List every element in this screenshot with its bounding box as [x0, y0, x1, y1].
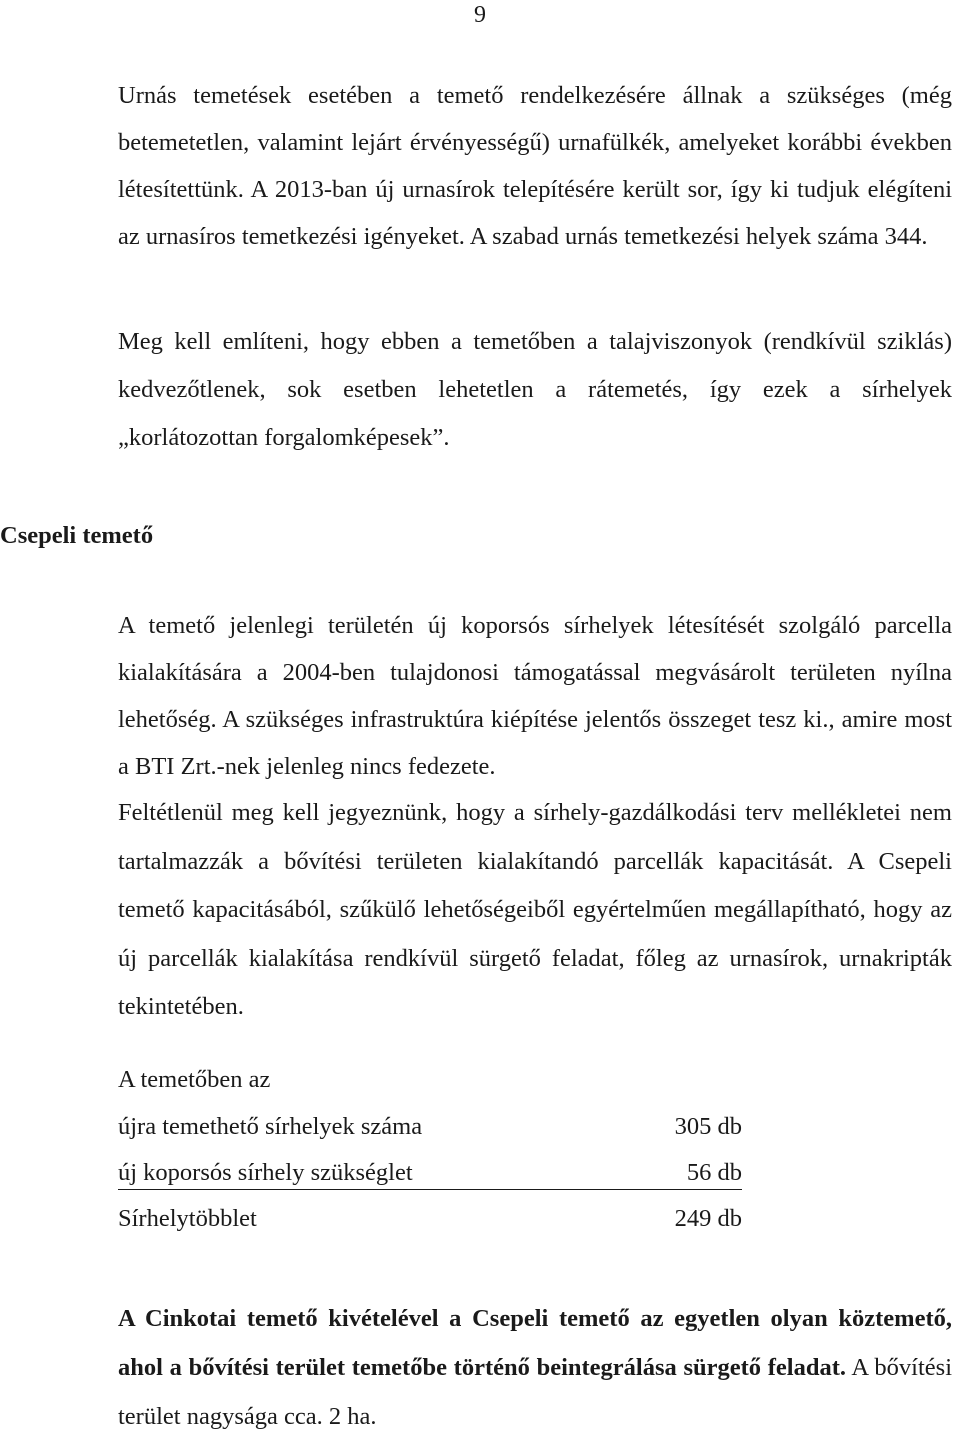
stat-label: újra temethető sírhelyek száma	[118, 1113, 423, 1140]
stat-row-grave-surplus	[118, 1196, 758, 1242]
section-heading-csepel-cemetery: Csepeli temető	[0, 522, 154, 549]
stat-value: 56 db	[686, 1159, 742, 1186]
stat-value: 249 db	[674, 1205, 742, 1232]
paragraph-new-parcel: A temető jelenlegi területén új koporsós sírhelyek létesítését szolgáló parcella kialakítására a 2004-ben tulajdonosi támogatással megvásárolt területen nyílna lehetőség. A szükséges infrastruktúra kiépítése jelentős összeget tesz ki., amire most a BTI Zrt.-nek jelenleg nincs fedezete.	[118, 612, 952, 780]
conclusion-normal-text: A bővítési terület nagysága cca. 2 ha.	[118, 1354, 952, 1430]
stat-value: 305 db	[674, 1113, 742, 1140]
underline-rule	[118, 1189, 742, 1190]
paragraph-soil-conditions: Meg kell említeni, hogy ebben a temetőben a talajviszonyok (rendkívül sziklás) kedvezőtlenek, sok esetben lehetetlen a rátemetés, így ezek a sírhelyek „korlátozottan forgalomképesek”.	[118, 328, 952, 451]
stat-row-reusable-graves	[118, 1104, 758, 1150]
stat-label: új koporsós sírhely szükséglet	[118, 1159, 413, 1186]
paragraph-urn-burials: Urnás temetések esetében a temető rendelkezésére állnak a szükséges (még betemetetlen, valamint lejárt érvényességű) urnafülkék, amelyeket korábbi években létesítettünk. A 2013-ban új urnasírok telepítésére került sor, így ki tudjuk elégíteni az urnasíros temetkezési igényeket. A szabad urnás temetkezési helyek száma 344.	[118, 82, 952, 250]
stats-intro: A temetőben az	[118, 1066, 271, 1093]
paragraph-capacity: Feltétlenül meg kell jegyeznünk, hogy a sírhely-gazdálkodási terv mellékletei nem tartalmazzák a bővítési területen kialakítandó parcellák kapacitását. A Csepeli temető kapacitásából, szűkülő lehetőségeiből egyértelműen megállapítható, hogy az új parcellák kialakítása rendkívül sürgető feladat, főleg az urnasírok, urnakripták tekintetében.	[118, 799, 952, 1020]
stat-row-coffin-grave-need	[118, 1150, 758, 1196]
page-number: 9	[474, 2, 486, 28]
cemetery-stats	[118, 1056, 758, 1242]
stat-label: Sírhelytöbblet	[118, 1205, 257, 1232]
paragraph-conclusion	[118, 1294, 952, 1441]
conclusion-bold-text: A Cinkotai temető kivételével a Csepeli temető az egyetlen olyan köztemető, ahol a bővítési terület temetőbe történő beintegrálása sürgető feladat.	[118, 1305, 952, 1381]
